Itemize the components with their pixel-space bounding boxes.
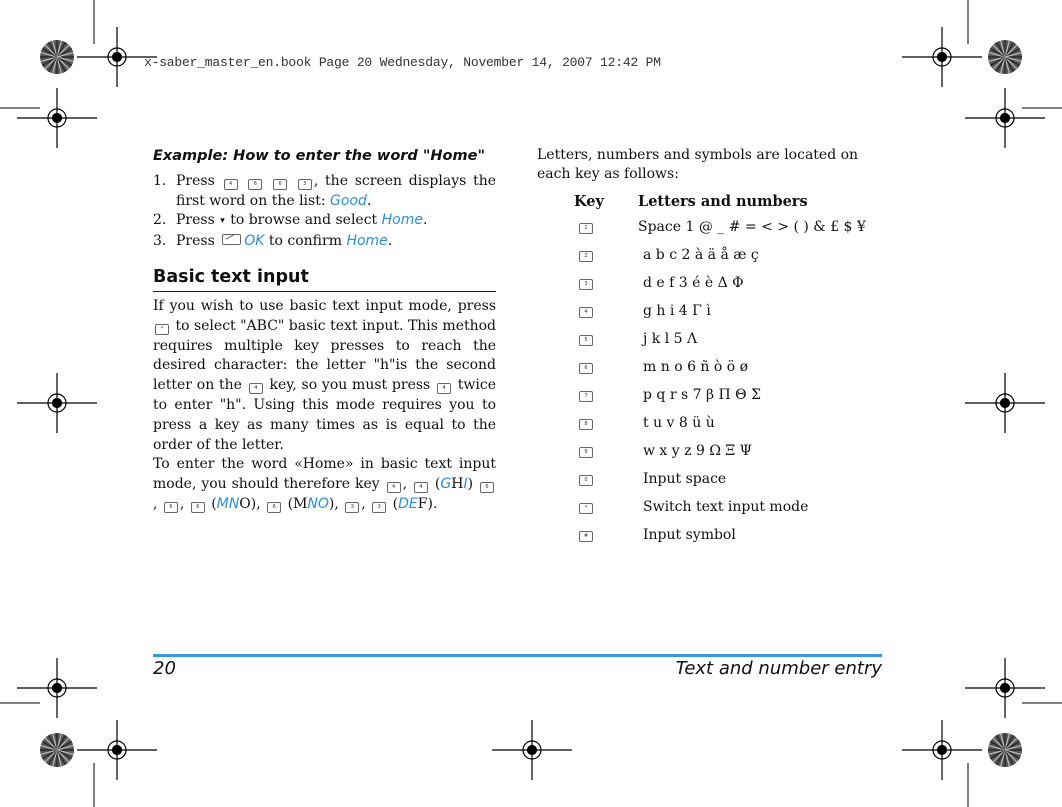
letter: M xyxy=(293,495,308,512)
key-4-icon: 4 xyxy=(224,179,238,190)
keys-intro: Letters, numbers and symbols are located on each key as follows: xyxy=(537,147,859,182)
keypad-key-icon: # xyxy=(579,531,593,542)
ok-label: OK xyxy=(244,232,265,249)
step-1 xyxy=(153,172,496,211)
step-3 xyxy=(153,232,496,252)
keypad-key-icon: 3 xyxy=(579,279,593,290)
step-text: Press xyxy=(176,232,215,249)
key-3-icon: 3 xyxy=(372,502,386,513)
letter-highlight: G xyxy=(440,476,452,493)
home-example-paragraph: To enter the word «Home» in basic text input mode, you should therefore key 4 , 4 (GHI) 6, 6 , 6 (MNO), 6 (MNO), 3 , 3 (DEF). xyxy=(153,456,496,512)
keypad-key-icon: 6 xyxy=(579,363,593,374)
step-text: to browse and select xyxy=(230,212,378,228)
key-characters: Switch text input mode xyxy=(643,499,809,515)
step-text: , the screen displays the first word on the list: xyxy=(176,173,497,209)
basic-input-paragraph xyxy=(153,297,496,455)
key-characters: d e f 3 é è Δ Φ xyxy=(643,275,744,291)
paragraph-text: twice to enter "h". Using this mode requires you to press a key as many times as is equal to the order of the letter. xyxy=(153,377,497,453)
section-title: Basic text input xyxy=(153,267,496,292)
key-4-icon: 4 xyxy=(414,482,428,493)
key-characters: t u v 8 ü ù xyxy=(643,415,715,431)
key-characters: Space 1 @ _ # = < > ( ) & £ $ ¥ xyxy=(638,219,866,235)
key-characters: Input symbol xyxy=(643,527,736,543)
nav-down-icon: ▾ xyxy=(220,216,225,226)
display-word: Good xyxy=(330,192,367,209)
keypad-key-icon: 1 xyxy=(579,223,593,234)
footer-section-title: Text and number entry xyxy=(675,658,882,679)
punctuation: . xyxy=(366,192,372,209)
key-star-icon: * xyxy=(155,324,169,335)
punctuation: . xyxy=(387,232,393,249)
step-text: Press xyxy=(176,212,215,228)
key-characters: p q r s 7 β Π Θ Σ xyxy=(643,387,761,403)
step-number: 2. xyxy=(153,212,167,228)
key-characters: w x y z 9 Ω Ξ Ψ xyxy=(643,443,752,459)
key-4-icon: 4 xyxy=(249,383,263,394)
book-info-header: x-saber_master_en.book Page 20 Wednesday, November 14, 2007 12:42 PM xyxy=(144,55,661,70)
column-header-letters: Letters and numbers xyxy=(638,193,808,210)
step-number: 1. xyxy=(153,173,167,189)
key-3-icon: 3 xyxy=(345,502,359,513)
letter: F xyxy=(417,495,428,512)
letter-highlight: I xyxy=(463,476,468,493)
keypad-key-icon: 9 xyxy=(579,447,593,458)
step-number: 3. xyxy=(153,232,167,249)
letter: H xyxy=(451,476,464,493)
key-characters: g h i 4 Γ ì xyxy=(643,303,711,319)
page-number: 20 xyxy=(153,658,176,679)
key-6-icon: 6 xyxy=(164,502,178,513)
footer-rule xyxy=(153,654,882,657)
key-6-icon: 6 xyxy=(248,179,262,190)
letter-highlight: DE xyxy=(398,495,418,512)
key-4-icon: 4 xyxy=(437,383,451,394)
display-word: Home xyxy=(346,232,388,249)
keypad-key-icon: 4 xyxy=(579,307,593,318)
paragraph-text: If you wish to use basic text input mode, press xyxy=(153,298,496,314)
keypad-key-icon: 0 xyxy=(579,475,593,486)
keypad-key-icon: 5 xyxy=(579,335,593,346)
key-6-icon: 6 xyxy=(273,179,287,190)
example-title: Example: How to enter the word "Home" xyxy=(153,148,486,164)
key-4-icon: 4 xyxy=(387,482,401,493)
keypad-key-icon: 7 xyxy=(579,391,593,402)
letter-highlight: NO xyxy=(307,495,329,512)
letter-highlight: MN xyxy=(216,495,240,512)
key-characters: a b c 2 à ä å æ ç xyxy=(643,247,759,263)
key-6-icon: 6 xyxy=(267,502,281,513)
step-2 xyxy=(153,211,496,232)
example-steps xyxy=(153,172,496,251)
step-text: to confirm xyxy=(268,232,342,249)
step-text: Press xyxy=(176,173,215,189)
key-characters: j k l 5 Λ xyxy=(643,331,698,347)
keypad-key-icon: * xyxy=(579,503,593,514)
letter: O xyxy=(239,495,251,512)
paragraph-text: to select "ABC" basic text input. This method requires multiple key presses to reach the desired character: the letter "h"is the second letter on the xyxy=(153,317,497,394)
column-header-key: Key xyxy=(574,193,604,210)
key-6-icon: 6 xyxy=(191,502,205,513)
right-column xyxy=(537,146,882,543)
key-characters: Input space xyxy=(643,471,727,487)
keypad-key-icon: 2 xyxy=(579,251,593,262)
punctuation: . xyxy=(422,212,428,228)
key-characters: m n o 6 ñ ò ö ø xyxy=(643,359,749,375)
soft-key-ok-icon xyxy=(222,234,241,245)
paragraph-text: key, so you must press xyxy=(269,377,431,394)
paragraph-text: To enter the word «Home» in basic text input mode, you should therefore key xyxy=(153,456,496,493)
display-word: Home xyxy=(381,212,423,228)
keypad-key-icon: 8 xyxy=(579,419,593,430)
key-3-icon: 3 xyxy=(298,179,312,190)
left-column xyxy=(153,146,496,515)
key-6-icon: 6 xyxy=(480,482,494,493)
